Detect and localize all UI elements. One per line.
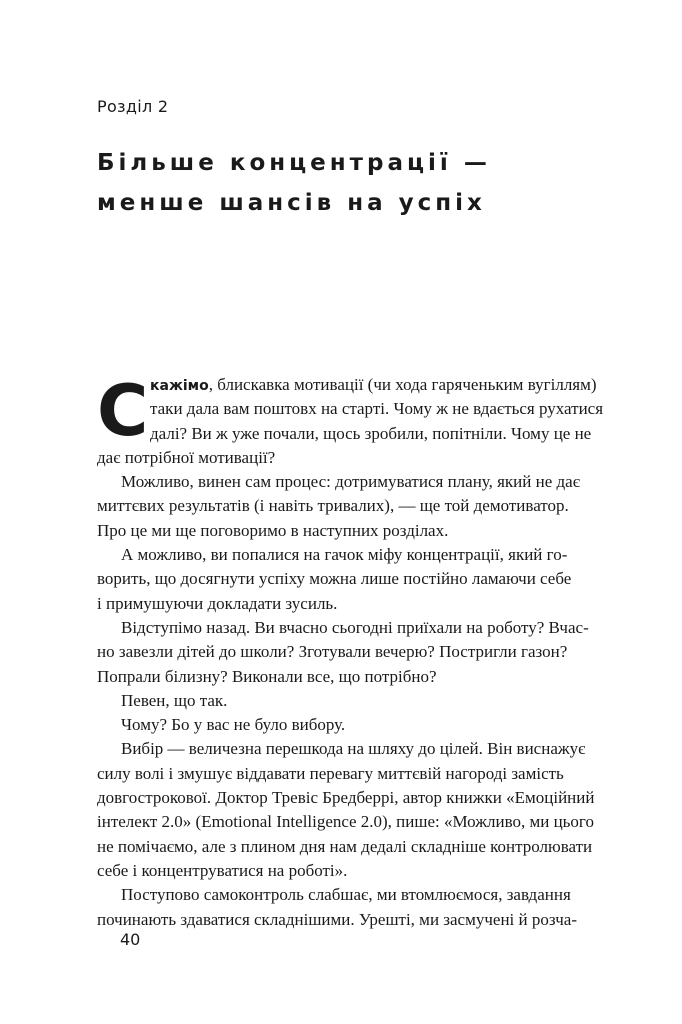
text-line: себе і концентруватися на роботі». <box>97 860 348 880</box>
text-line: і примушуючи докладати зусиль. <box>97 593 338 613</box>
text-line: Чому? Бо у вас не було вибору. <box>121 715 346 735</box>
text-line: починають здаватися складнішими. Урешті, ми засмучені й розча- <box>97 909 578 929</box>
text-line: дає потрібної мотивації? <box>97 447 276 467</box>
text-line: силу волі і змушує віддавати перевагу миттєвій нагороді замість <box>97 763 564 783</box>
text-line: Відступімо назад. Ви вчасно сьогодні приїхали на роботу? Вчас- <box>121 617 589 637</box>
lead-word: кажімо <box>150 378 209 394</box>
text-line-content: , блискавка мотивації (чи хода гаряченьким вугіллям) <box>208 375 597 394</box>
chapter-title-line-1: Більше концентрації — <box>97 150 491 176</box>
chapter-label: Розділ 2 <box>97 97 169 116</box>
body-text <box>97 370 617 932</box>
text-line: миттєвих результатів (і навіть тривалих), — ще той демотиватор. <box>97 496 569 516</box>
text-line: довгострокової. Доктор Тревіс Бредберрі, автор книжки «Емоційний <box>97 788 595 808</box>
text-line: Про це ми ще поговоримо в наступних розділах. <box>97 520 449 540</box>
text-line: не помічаємо, але з плином дня нам дедалі складніше контролювати <box>97 836 593 856</box>
text-line: Вибір — величезна перешкода на шляху до цілей. Він виснажує <box>121 739 586 759</box>
text-line: таки дала вам поштовх на старті. Чому ж не вдається рухатися <box>150 399 604 419</box>
text-line: далі? Ви ж уже почали, щось зробили, попітніли. Чому це не <box>150 423 592 443</box>
text-line: но завезли дітей до школи? Зготували вечерю? Постригли газон? <box>97 642 568 662</box>
chapter-title-line-2: менше шансів на успіх <box>97 190 486 216</box>
page-number: 40 <box>120 930 141 949</box>
text-line: ворить, що досягнути успіху можна лише постійно ламаючи себе <box>97 569 572 589</box>
text-line: інтелект 2.0» (Emotional Intelligence 2.0), пише: «Можливо, ми цього <box>97 812 594 832</box>
text-line: Певен, що так. <box>121 690 228 710</box>
text-line: Попрали білизну? Виконали все, що потрібно? <box>97 666 437 686</box>
drop-cap: С <box>97 370 149 452</box>
text-line <box>97 373 617 397</box>
text-line: Можливо, винен сам процес: дотримуватися плану, який не дає <box>121 472 581 492</box>
text-line: Поступово самоконтроль слабшає, ми втомлюємося, завдання <box>121 885 571 905</box>
text-line: А можливо, ви попалися на гачок міфу концентрації, який го- <box>121 545 568 565</box>
